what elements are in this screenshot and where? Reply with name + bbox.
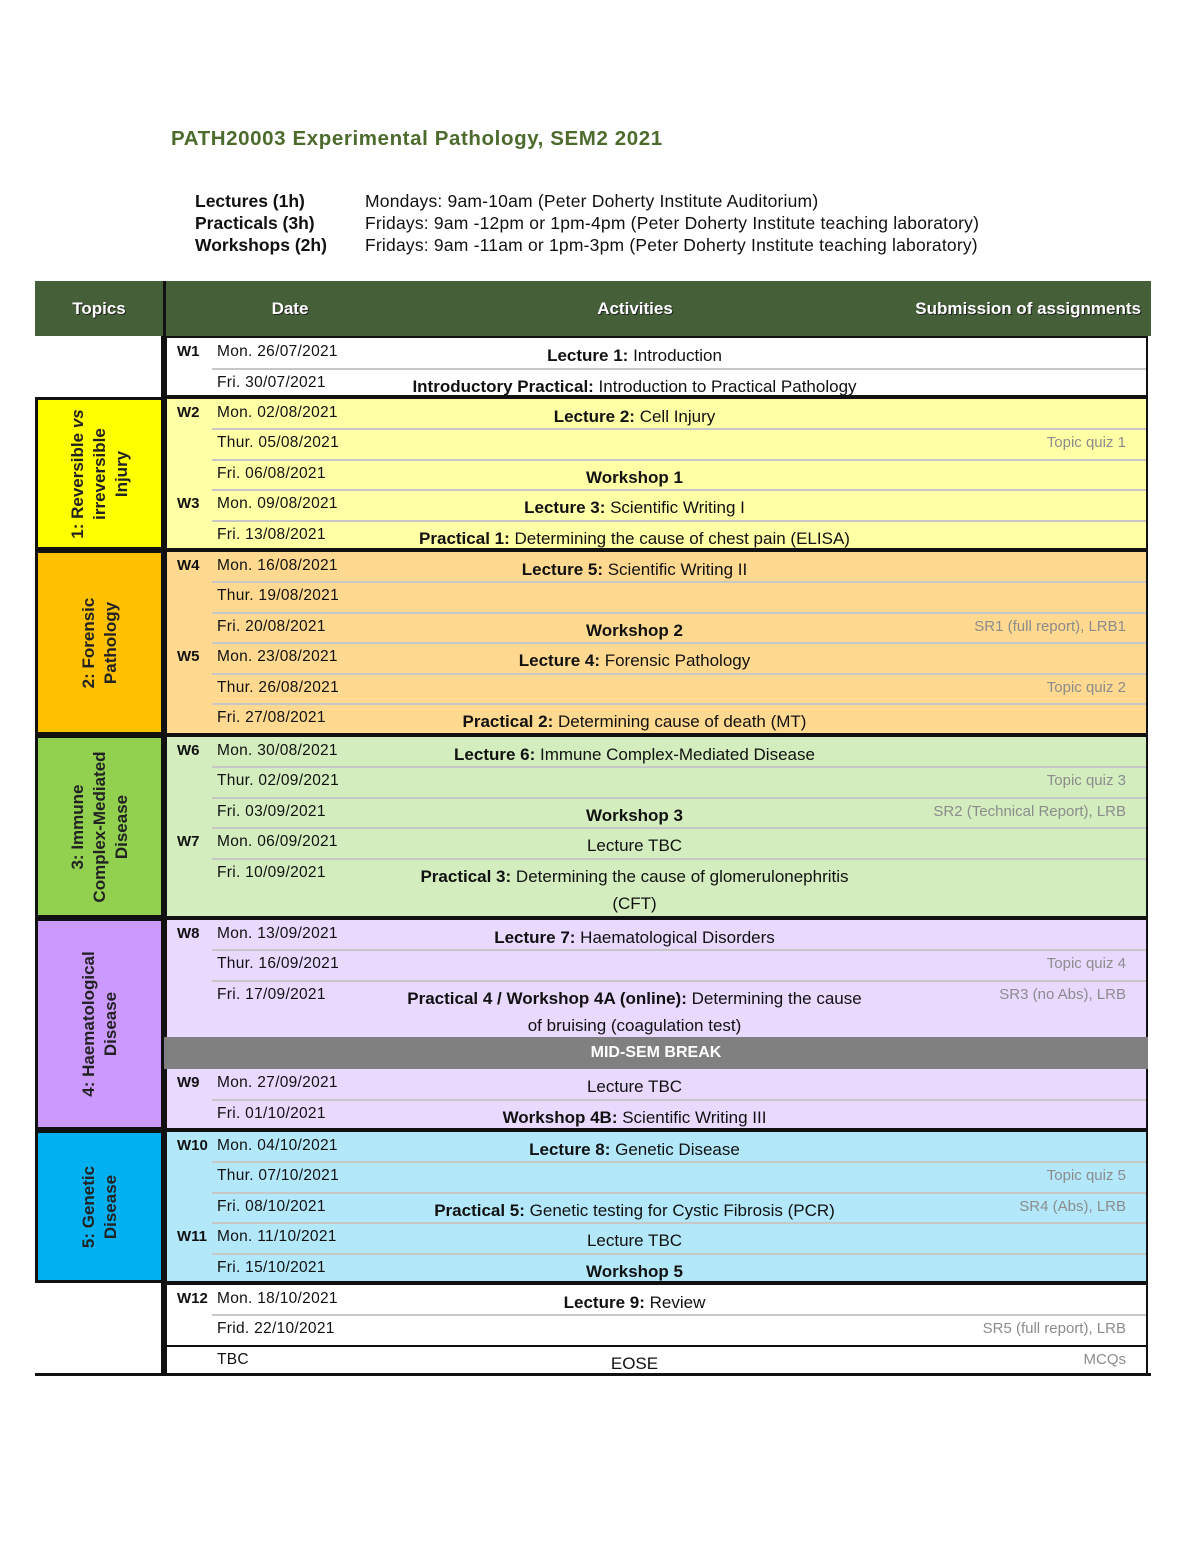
row-date: Thur. 05/08/2021 bbox=[217, 434, 340, 451]
activity-title: Lecture 1: bbox=[547, 346, 629, 365]
topic-5-cell bbox=[35, 1130, 164, 1283]
activity-title: Practical 4 / Workshop 4A (online): bbox=[407, 989, 687, 1008]
row-activity bbox=[327, 647, 942, 674]
row-date: Mon. 02/08/2021 bbox=[217, 404, 338, 421]
week-label: W7 bbox=[177, 833, 200, 850]
activity-detail: Introduction to Practical Pathology bbox=[593, 377, 857, 396]
row-date: Fri. 06/08/2021 bbox=[217, 465, 326, 482]
table-row bbox=[167, 1315, 1146, 1345]
topic-3-label: 3: Immune Complex-Mediated Disease bbox=[67, 750, 131, 903]
row-submission: Topic quiz 1 bbox=[1046, 434, 1126, 451]
row-submission: SR1 (full report), LRB1 bbox=[974, 618, 1126, 635]
row-activity bbox=[327, 373, 942, 400]
topic-cell-blank bbox=[35, 1283, 164, 1376]
row-submission: SR5 (full report), LRB bbox=[982, 1320, 1126, 1337]
week-label: W11 bbox=[177, 1228, 208, 1245]
table-row bbox=[167, 828, 1146, 858]
info-label: Workshops (2h) bbox=[195, 235, 327, 255]
row-activity bbox=[327, 556, 942, 583]
activity-detail: Review bbox=[644, 1293, 706, 1312]
info-value: Fridays: 9am -11am or 1pm-3pm (Peter Doherty Institute teaching laboratory) bbox=[365, 235, 978, 255]
table-row bbox=[167, 1254, 1146, 1284]
row-activity bbox=[327, 832, 942, 859]
row-date: Fri. 13/08/2021 bbox=[217, 526, 326, 543]
info-row bbox=[195, 212, 979, 234]
activity-title: Practical 2: bbox=[462, 712, 554, 731]
table-row bbox=[167, 643, 1146, 673]
activity-detail: Genetic Disease bbox=[610, 1140, 740, 1159]
info-row bbox=[195, 234, 979, 256]
week-label: W12 bbox=[177, 1290, 208, 1307]
table-row bbox=[167, 859, 1146, 917]
header-topics: Topics bbox=[35, 281, 166, 336]
week-group-topic-5 bbox=[164, 1130, 1148, 1283]
week-label: W6 bbox=[177, 742, 200, 759]
activity-detail: Determining the cause bbox=[686, 989, 862, 1008]
row-date: Mon. 06/09/2021 bbox=[217, 833, 338, 850]
table-row bbox=[167, 1193, 1146, 1223]
table-row bbox=[167, 704, 1146, 734]
week-group-topic-4 bbox=[164, 918, 1148, 1130]
week-group-topic-2 bbox=[164, 550, 1148, 735]
activity-detail: Introduction bbox=[628, 346, 722, 365]
row-date: Mon. 18/10/2021 bbox=[217, 1290, 338, 1307]
row-date: Mon. 27/09/2021 bbox=[217, 1074, 338, 1091]
row-submission: Topic quiz 4 bbox=[1046, 955, 1126, 972]
topic-4-label: 4: Haematological Disease bbox=[78, 951, 120, 1097]
table-row bbox=[167, 369, 1146, 399]
activity-title: Practical 5: bbox=[434, 1201, 525, 1220]
table-row bbox=[167, 1100, 1146, 1130]
row-submission: Topic quiz 3 bbox=[1046, 772, 1126, 789]
table-bottom-border bbox=[35, 1373, 1151, 1376]
row-date: Mon. 11/10/2021 bbox=[217, 1228, 337, 1245]
table-row bbox=[167, 920, 1146, 950]
row-date: Fri. 01/10/2021 bbox=[217, 1105, 326, 1122]
activity-title: Practical 3: bbox=[420, 867, 512, 886]
info-row bbox=[195, 190, 979, 212]
activity-title: Lecture 4: bbox=[518, 651, 600, 670]
row-date: Fri. 03/09/2021 bbox=[217, 803, 326, 820]
activity-detail-continued: of bruising (coagulation test) bbox=[527, 1016, 742, 1035]
activity-title: Lecture 5: bbox=[521, 560, 603, 579]
row-date: Fri. 30/07/2021 bbox=[217, 374, 326, 391]
table-row bbox=[167, 737, 1146, 767]
table-row bbox=[167, 399, 1146, 429]
table-row bbox=[167, 460, 1146, 490]
row-activity bbox=[327, 924, 942, 951]
topic-cell-blank bbox=[35, 336, 164, 397]
topic-2-label: 2: Forensic Pathology bbox=[78, 597, 120, 688]
activity-detail-continued: (CFT) bbox=[612, 894, 657, 913]
activity-detail: Scientific Writing II bbox=[603, 560, 748, 579]
row-date: Fri. 08/10/2021 bbox=[217, 1198, 326, 1215]
row-date: Fri. 10/09/2021 bbox=[217, 864, 326, 881]
row-activity bbox=[327, 525, 942, 552]
week-group-final bbox=[164, 1283, 1148, 1375]
week-label: W3 bbox=[177, 495, 200, 512]
row-date: Fri. 20/08/2021 bbox=[217, 618, 326, 635]
table-row bbox=[167, 1223, 1146, 1253]
topic-1-label: 1: Reversible vs irreversible Injury bbox=[67, 408, 131, 539]
row-date: TBC bbox=[217, 1351, 249, 1368]
header-date: Date bbox=[271, 299, 309, 318]
activity-title: Lecture 3: bbox=[524, 498, 606, 517]
row-date: Thur. 07/10/2021 bbox=[217, 1167, 340, 1184]
row-activity bbox=[327, 1227, 942, 1254]
activity-title: Workshop 3 bbox=[586, 806, 683, 825]
week-label: W1 bbox=[177, 343, 200, 360]
row-submission: SR2 (Technical Report), LRB bbox=[933, 803, 1126, 820]
row-activity bbox=[327, 617, 942, 644]
week-label: W8 bbox=[177, 925, 200, 942]
row-date: Mon. 16/08/2021 bbox=[217, 557, 338, 574]
header-activities: Activities bbox=[597, 299, 673, 318]
row-date: Thur. 16/09/2021 bbox=[217, 955, 340, 972]
activity-detail: Immune Complex-Mediated Disease bbox=[535, 745, 815, 764]
table-row bbox=[167, 1162, 1146, 1192]
table-row bbox=[167, 950, 1146, 980]
row-activity bbox=[327, 802, 942, 829]
row-date: Fri. 17/09/2021 bbox=[217, 986, 326, 1003]
row-activity bbox=[327, 1197, 942, 1224]
row-date: Mon. 23/08/2021 bbox=[217, 648, 338, 665]
topic-2-cell bbox=[35, 550, 164, 735]
activity-title: Lecture 8: bbox=[529, 1140, 611, 1159]
mid-sem-break: MID-SEM BREAK bbox=[164, 1037, 1148, 1069]
week-group-topic-3 bbox=[164, 735, 1148, 918]
row-activity bbox=[327, 741, 942, 768]
week-label: W4 bbox=[177, 557, 200, 574]
info-value: Mondays: 9am-10am (Peter Doherty Institute Auditorium) bbox=[365, 191, 819, 211]
schedule-table bbox=[35, 281, 1151, 1377]
week-label: W9 bbox=[177, 1074, 200, 1091]
topic-5-label: 5: Genetic Disease bbox=[78, 1165, 120, 1248]
activity-title: Lecture 9: bbox=[563, 1293, 645, 1312]
row-date: Mon. 13/09/2021 bbox=[217, 925, 338, 942]
activity-detail: EOSE bbox=[610, 1354, 659, 1373]
table-row bbox=[167, 767, 1146, 797]
topic-3-cell bbox=[35, 735, 164, 918]
row-submission: SR4 (Abs), LRB bbox=[1019, 1198, 1126, 1215]
row-activity bbox=[327, 1136, 942, 1163]
row-activity bbox=[327, 985, 942, 1039]
page-title: PATH20003 Experimental Pathology, SEM2 2021 bbox=[171, 127, 663, 150]
activity-detail: Cell Injury bbox=[634, 407, 716, 426]
activity-detail: Lecture TBC bbox=[586, 1231, 683, 1250]
activity-detail: Lecture TBC bbox=[586, 1077, 683, 1096]
row-activity bbox=[327, 464, 942, 491]
info-value: Fridays: 9am -12pm or 1pm-4pm (Peter Doherty Institute teaching laboratory) bbox=[365, 213, 980, 233]
table-row bbox=[167, 981, 1146, 1039]
table-row bbox=[167, 582, 1146, 612]
table-row bbox=[167, 613, 1146, 643]
row-activity bbox=[327, 1258, 942, 1285]
table-row bbox=[167, 1285, 1146, 1315]
row-activity bbox=[327, 863, 942, 917]
activity-title: Lecture 6: bbox=[454, 745, 536, 764]
table-row bbox=[167, 552, 1146, 582]
week-group-topic-1 bbox=[164, 397, 1148, 550]
activity-title: Workshop 5 bbox=[586, 1262, 683, 1281]
activity-detail: Scientific Writing III bbox=[617, 1108, 767, 1127]
table-row bbox=[167, 1132, 1146, 1162]
info-label: Lectures (1h) bbox=[195, 191, 305, 211]
header-submission: Submission of assignments bbox=[915, 299, 1141, 318]
row-submission: SR3 (no Abs), LRB bbox=[999, 986, 1126, 1003]
activity-detail: Genetic testing for Cystic Fibrosis (PCR) bbox=[524, 1201, 835, 1220]
activity-detail: Determining the cause of chest pain (ELISA) bbox=[509, 529, 850, 548]
info-label: Practicals (3h) bbox=[195, 213, 315, 233]
table-row bbox=[167, 338, 1146, 368]
table-row bbox=[167, 521, 1146, 551]
week-label: W10 bbox=[177, 1137, 208, 1154]
activity-detail: Haematological Disorders bbox=[575, 928, 775, 947]
activity-detail: Determining cause of death (MT) bbox=[553, 712, 807, 731]
row-date: Fri. 27/08/2021 bbox=[217, 709, 326, 726]
session-info bbox=[195, 190, 979, 256]
row-date: Frid. 22/10/2021 bbox=[217, 1320, 335, 1337]
week-label: W5 bbox=[177, 648, 200, 665]
row-date: Mon. 04/10/2021 bbox=[217, 1137, 338, 1154]
week-label: W2 bbox=[177, 404, 200, 421]
row-date: Thur. 26/08/2021 bbox=[217, 679, 340, 696]
row-submission: Topic quiz 5 bbox=[1046, 1167, 1126, 1184]
row-activity bbox=[327, 494, 942, 521]
row-activity bbox=[327, 708, 942, 735]
row-activity bbox=[327, 1289, 942, 1316]
activity-title: Workshop 4B: bbox=[502, 1108, 618, 1127]
activity-detail: Lecture TBC bbox=[586, 836, 683, 855]
row-date: Thur. 02/09/2021 bbox=[217, 772, 340, 789]
row-date: Thur. 19/08/2021 bbox=[217, 587, 340, 604]
row-activity bbox=[327, 1104, 942, 1131]
table-header bbox=[35, 281, 1151, 336]
row-submission: MCQs bbox=[1083, 1351, 1126, 1368]
row-submission: Topic quiz 2 bbox=[1046, 679, 1126, 696]
row-date: Mon. 09/08/2021 bbox=[217, 495, 338, 512]
activity-detail: Determining the cause of glomerulonephritis bbox=[511, 867, 849, 886]
activity-detail: Scientific Writing I bbox=[605, 498, 745, 517]
topic-1-cell bbox=[35, 397, 164, 550]
activity-title: Workshop 1 bbox=[586, 468, 683, 487]
activity-title: Practical 1: bbox=[419, 529, 510, 548]
row-activity bbox=[327, 342, 942, 369]
topic-4-cell bbox=[35, 918, 164, 1130]
activity-title: Lecture 2: bbox=[553, 407, 635, 426]
row-date: Mon. 30/08/2021 bbox=[217, 742, 338, 759]
table-row bbox=[167, 490, 1146, 520]
table-row bbox=[167, 429, 1146, 459]
row-date: Fri. 15/10/2021 bbox=[217, 1259, 326, 1276]
row-activity bbox=[327, 1073, 942, 1100]
table-row bbox=[167, 798, 1146, 828]
table-row bbox=[167, 674, 1146, 704]
table-row bbox=[167, 1069, 1146, 1099]
week-group-intro bbox=[164, 336, 1148, 397]
row-date: Mon. 26/07/2021 bbox=[217, 343, 338, 360]
activity-title: Lecture 7: bbox=[494, 928, 576, 947]
activity-title: Introductory Practical: bbox=[412, 377, 594, 396]
row-activity bbox=[327, 403, 942, 430]
activity-title: Workshop 2 bbox=[586, 621, 683, 640]
activity-detail: Forensic Pathology bbox=[600, 651, 751, 670]
table-row bbox=[167, 1346, 1146, 1376]
